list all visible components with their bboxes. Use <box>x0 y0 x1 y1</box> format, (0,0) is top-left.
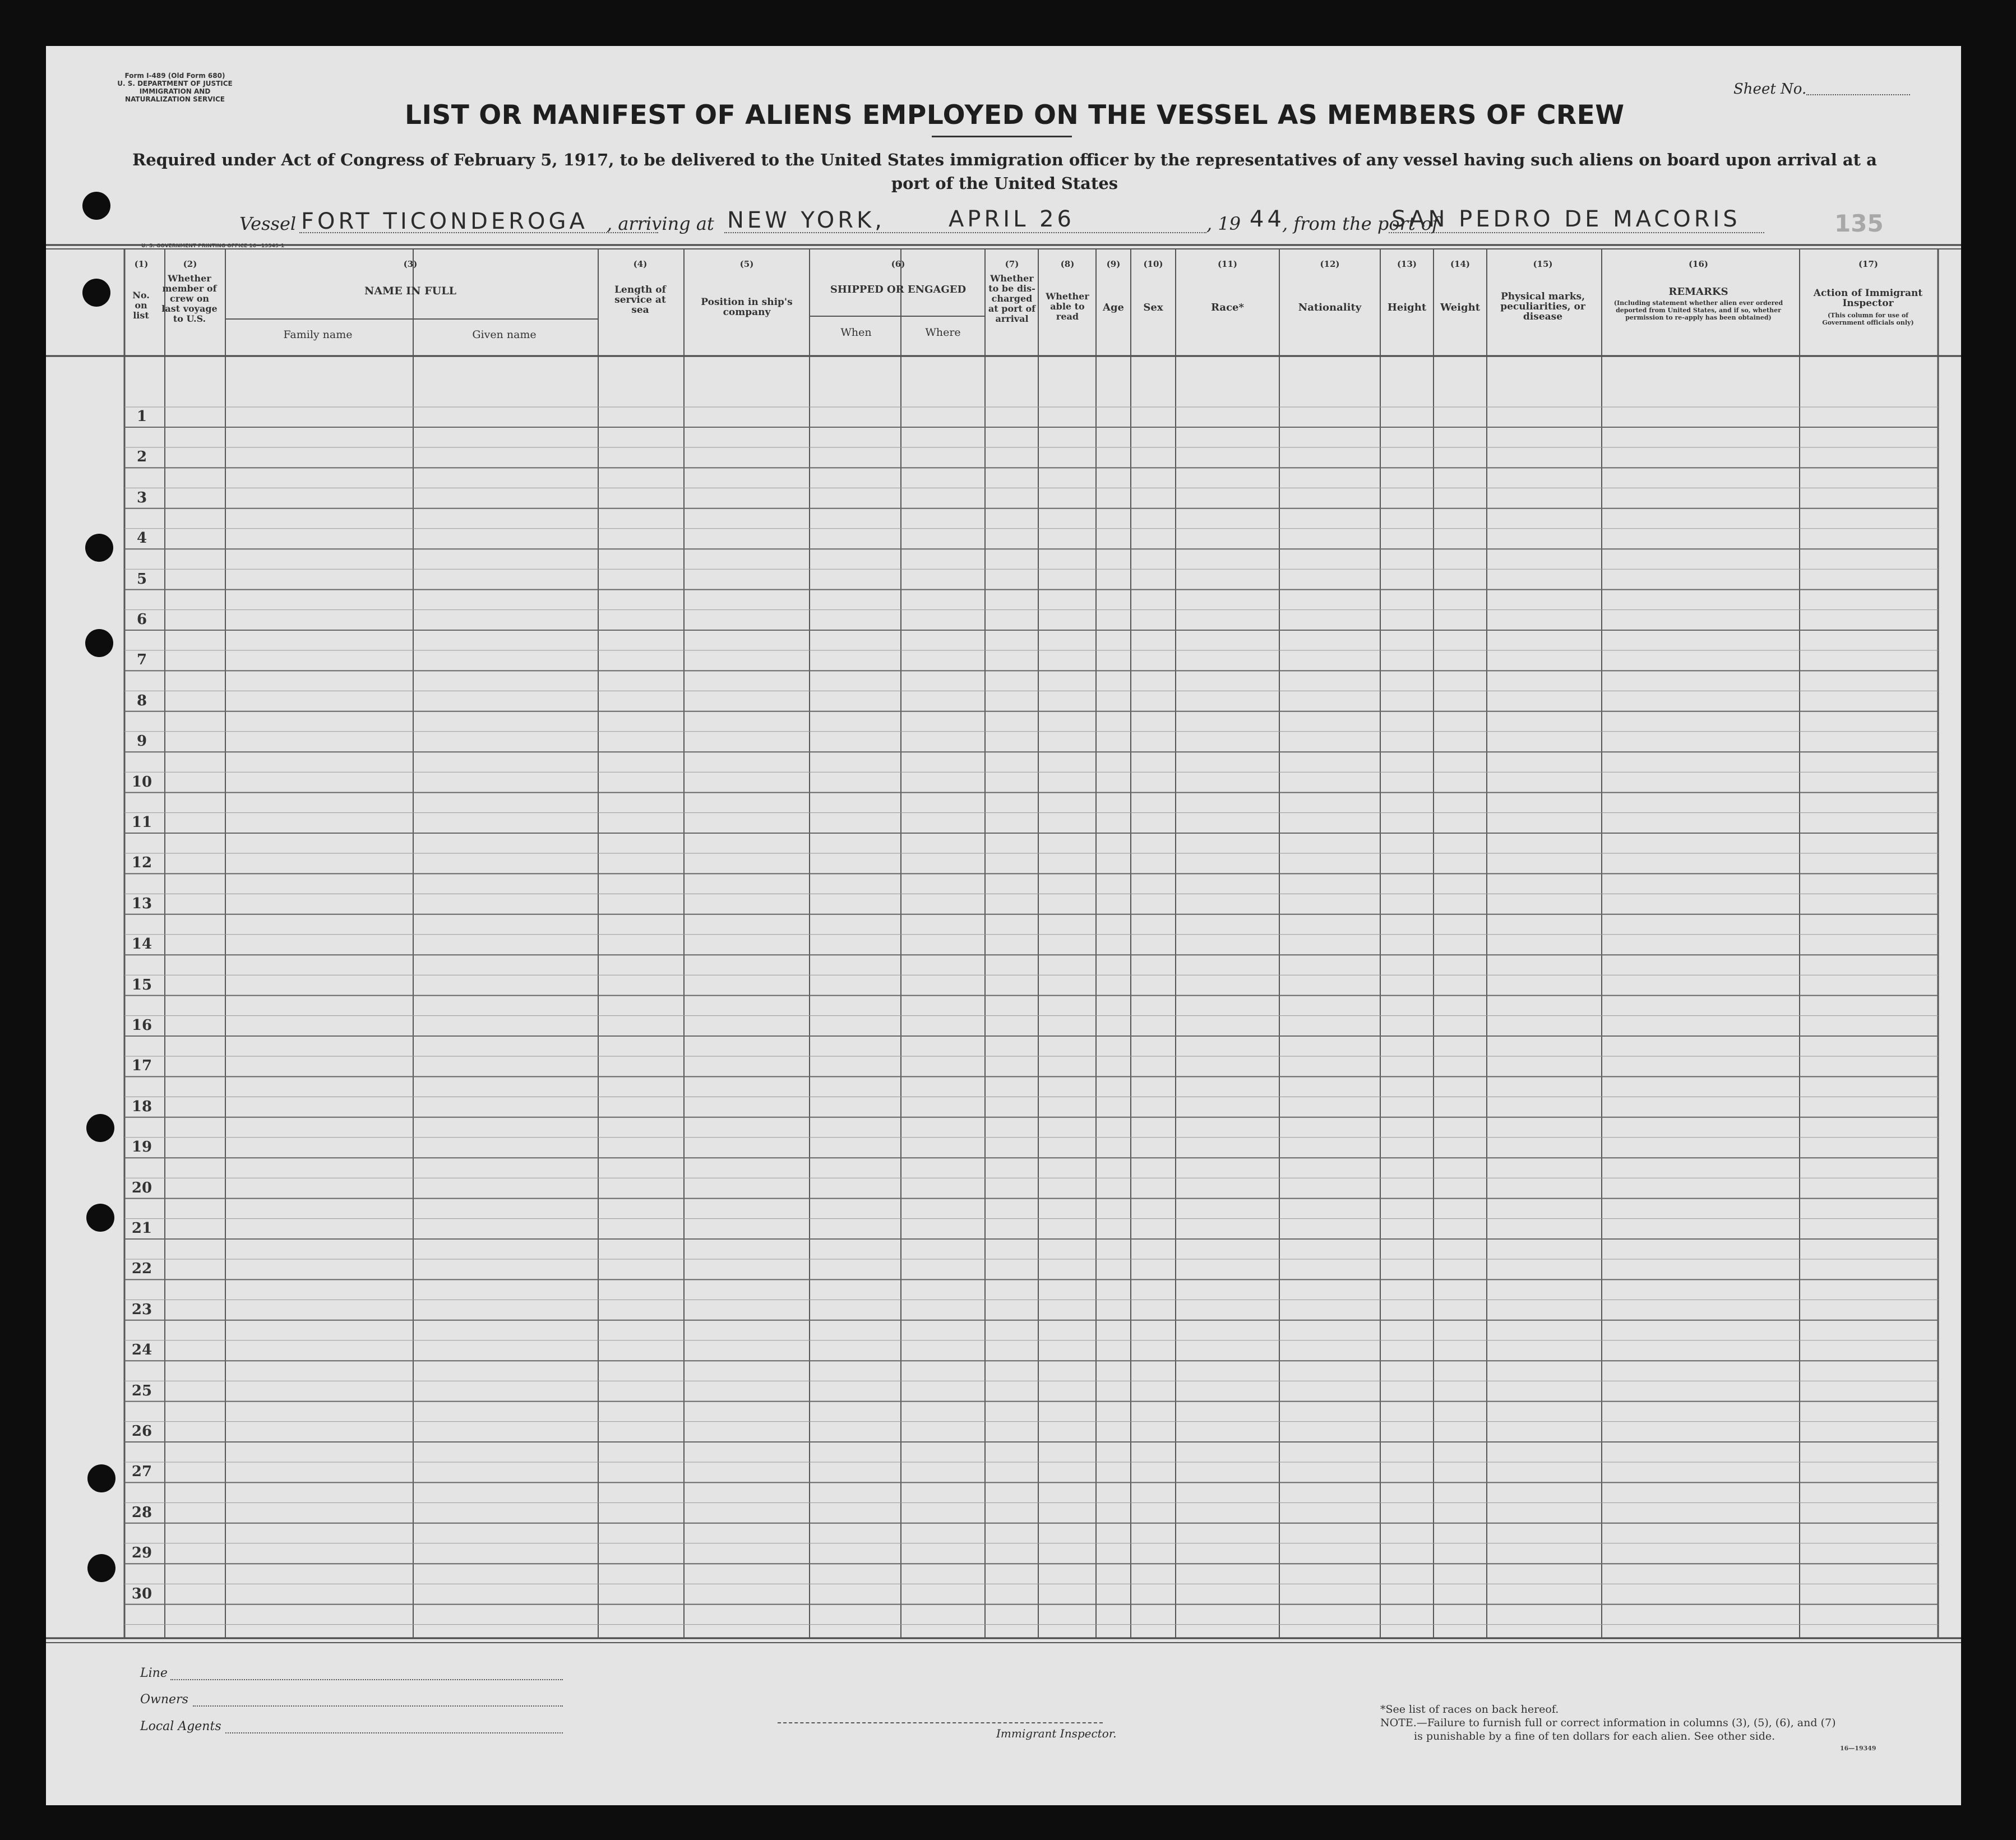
row-number: 9 <box>136 733 147 750</box>
row-number: 22 <box>131 1260 152 1278</box>
col-2-header: Whether member of crew on last voyage to U.S. <box>161 273 218 324</box>
row-number: 28 <box>131 1504 152 1521</box>
col-6-header: SHIPPED OR ENGAGED <box>830 284 967 295</box>
col-17-note: (This column for use of Government officials only) <box>1822 312 1914 326</box>
col-6-when-header: When <box>840 326 872 339</box>
service-name: IMMIGRATION AND NATURALIZATION SERVICE <box>125 87 225 103</box>
col-8-number: (8) <box>1060 259 1075 269</box>
col-17-header: Action of Immigrant Inspector <box>1813 288 1923 309</box>
col-15-header: Physical marks, peculiarities, or disease <box>1500 291 1585 322</box>
row-number: 10 <box>131 773 152 790</box>
col-3-header: NAME IN FULL <box>364 285 456 297</box>
form-code: 16—19349 <box>1840 1745 1876 1752</box>
footer-line-label: Line <box>140 1666 168 1680</box>
col-5-number: (5) <box>739 259 754 269</box>
department-name: U. S. DEPARTMENT OF JUSTICE <box>117 80 233 87</box>
col-9-header: Age <box>1102 302 1124 313</box>
col-3-family-name-header: Family name <box>283 329 353 341</box>
col-4-number: (4) <box>633 259 648 269</box>
col-11-number: (11) <box>1217 259 1238 269</box>
footer-owners-label: Owners <box>140 1693 188 1707</box>
sheet-label: Sheet No. <box>1733 81 1807 98</box>
row-number: 13 <box>131 895 152 912</box>
arrival-port-value[interactable]: NEW YORK, <box>727 207 885 233</box>
col-12-number: (12) <box>1320 259 1340 269</box>
col-12-header: Nationality <box>1298 302 1362 313</box>
row-number: 2 <box>136 449 147 466</box>
col-5-header: Position in ship's company <box>701 297 793 318</box>
row-number: 7 <box>136 651 147 669</box>
row-number: 26 <box>131 1423 152 1440</box>
vessel-name-value[interactable]: FORT TICONDEROGA <box>301 209 588 234</box>
penalty-note-line-1: NOTE.—Failure to furnish full or correct information in columns (3), (5), (6), and (7) <box>1380 1717 1836 1729</box>
row-number: 23 <box>131 1301 152 1318</box>
row-number: 1 <box>136 408 147 425</box>
arrival-year-value[interactable]: 44 <box>1250 206 1285 232</box>
printing-office-line: U. S. GOVERNMENT PRINTING OFFICE 16—19349-1 <box>141 243 285 249</box>
col-14-header: Weight <box>1440 302 1481 313</box>
row-number: 8 <box>136 692 147 709</box>
col-15-number: (15) <box>1533 259 1553 269</box>
col-16-header: REMARKS <box>1668 286 1728 298</box>
row-number: 6 <box>136 611 147 628</box>
row-number: 12 <box>131 854 152 872</box>
col-7-header: Whether to be dis-charged at port of arrival <box>988 273 1036 324</box>
stamp-number: 135 <box>1834 210 1884 237</box>
row-number: 24 <box>131 1342 152 1359</box>
inspector-signature-line[interactable] <box>778 1722 1103 1723</box>
form-number: Form I-489 (Old Form 680) <box>124 72 225 80</box>
row-number: 16 <box>131 1017 152 1034</box>
col-16-note: (Including statement whether alien ever ordered deported from United States, and if so, whether permission to re-apply has been obtained) <box>1613 299 1783 321</box>
col-2-number: (2) <box>183 259 197 269</box>
row-number: 29 <box>131 1545 152 1562</box>
row-number: 4 <box>136 530 147 547</box>
row-number: 18 <box>131 1098 152 1115</box>
inspector-label: Immigrant Inspector. <box>996 1727 1117 1740</box>
departure-port-value[interactable]: SAN PEDRO DE MACORIS <box>1391 206 1741 232</box>
subtitle-line-1: Required under Act of Congress of February 5, 1917, to be delivered to the United States immigration officer by the representatives of any vessel having such aliens on board upon arrival at a <box>132 150 1877 169</box>
row-number: 14 <box>131 936 152 953</box>
col-7-number: (7) <box>1005 259 1019 269</box>
col-13-header: Height <box>1387 302 1427 313</box>
col-8-header: Whether able to read <box>1046 291 1089 322</box>
row-number: 19 <box>131 1139 152 1156</box>
races-note: *See list of races on back hereof. <box>1380 1703 1559 1716</box>
col-9-number: (9) <box>1106 259 1121 269</box>
row-number: 11 <box>131 814 152 831</box>
arriving-label: , arriving at <box>607 213 714 234</box>
col-1-header: No. on list <box>132 290 150 321</box>
col-1-number: (1) <box>134 259 149 269</box>
row-number: 5 <box>136 570 147 588</box>
col-10-number: (10) <box>1143 259 1163 269</box>
col-13-number: (13) <box>1397 259 1417 269</box>
vessel-label: Vessel <box>239 213 297 234</box>
col-17-number: (17) <box>1858 259 1879 269</box>
col-6-where-header: Where <box>925 326 961 339</box>
row-number: 30 <box>131 1585 152 1602</box>
col-10-header: Sex <box>1143 302 1163 313</box>
page-title: LIST OR MANIFEST OF ALIENS EMPLOYED ON THE VESSEL AS MEMBERS OF CREW <box>405 100 1625 131</box>
row-number: 21 <box>131 1220 152 1237</box>
col-3-given-name-header: Given name <box>472 329 537 341</box>
row-number: 3 <box>136 489 147 506</box>
row-number: 15 <box>131 976 152 993</box>
row-number: 20 <box>131 1179 152 1196</box>
year-prefix-label: , 19 <box>1206 213 1241 234</box>
col-11-header: Race* <box>1211 302 1244 313</box>
row-number: 25 <box>131 1382 152 1399</box>
from-port-label: , from the port of <box>1282 213 1439 234</box>
footer-owners-field[interactable] <box>193 1705 563 1707</box>
col-3-number: (3) <box>403 259 418 269</box>
col-4-header: Length of service at sea <box>614 284 666 316</box>
footer-agents-label: Local Agents <box>140 1719 221 1733</box>
subtitle-line-2: port of the United States <box>891 174 1118 193</box>
row-number: 27 <box>131 1463 152 1481</box>
col-6-number: (6) <box>891 259 905 269</box>
col-16-number: (16) <box>1688 259 1709 269</box>
footer-line-field[interactable] <box>170 1679 563 1680</box>
row-number: 17 <box>131 1057 152 1075</box>
footer-agents-field[interactable] <box>225 1732 563 1733</box>
penalty-note-line-2: is punishable by a fine of ten dollars for each alien. See other side. <box>1414 1730 1775 1742</box>
col-14-number: (14) <box>1450 259 1471 269</box>
arrival-date-value[interactable]: APRIL 26 <box>949 206 1075 232</box>
manifest-sheet <box>46 46 1961 1805</box>
